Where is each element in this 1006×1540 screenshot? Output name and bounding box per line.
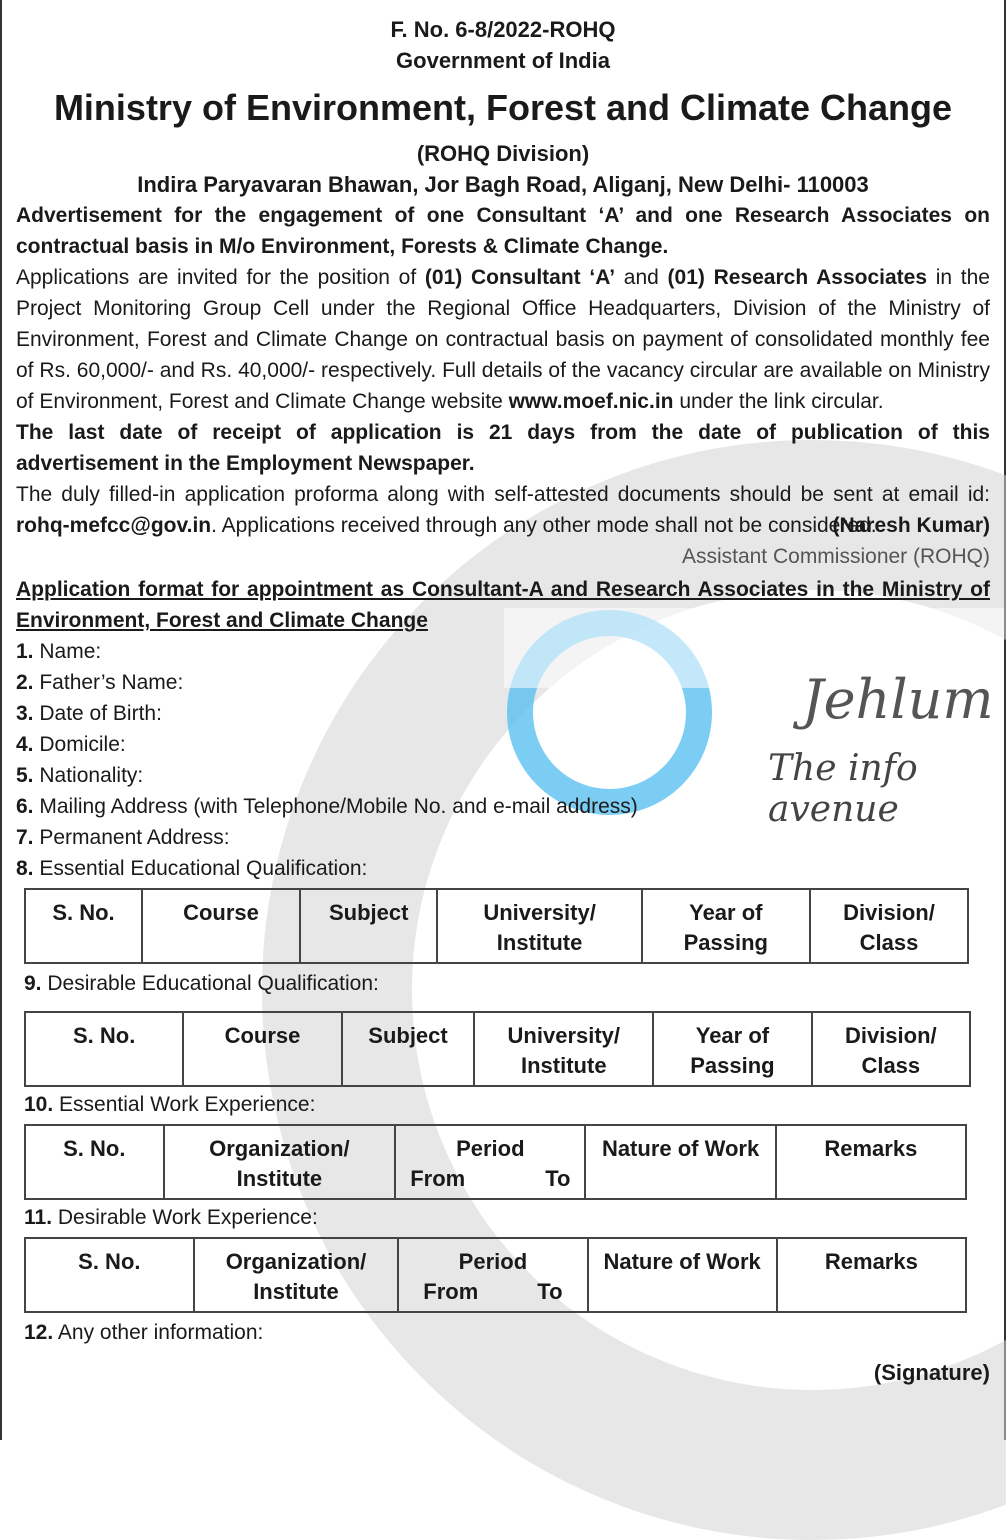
- ministry-title: Ministry of Environment, Forest and Climate Change: [53, 87, 953, 128]
- field-mailing-address: 6. Mailing Address (with Telephone/Mobile No. and e-mail address): [16, 795, 638, 818]
- field-desirable-qualification: 9. Desirable Educational Qualification:: [24, 972, 379, 995]
- essential-qualification-table: S. No. Course Subject University/ Institute Year of Passing Division/ Class: [24, 888, 969, 964]
- last-date-notice: The last date of receipt of application is 21 days from the date of publication of this advertisement in the Employment Newspaper.: [16, 421, 990, 475]
- field-other-information: 12. Any other information:: [24, 1321, 264, 1344]
- desirable-qualification-table: S. No. Course Subject University/ Institute Year of Passing Division/ Class: [24, 1011, 971, 1087]
- field-domicile: 4. Domicile:: [16, 733, 126, 756]
- field-permanent-address: 7. Permanent Address:: [16, 826, 230, 849]
- watermark-tagline: The info avenue: [768, 748, 918, 830]
- field-dob: 3. Date of Birth:: [16, 702, 162, 725]
- field-nationality: 5. Nationality:: [16, 764, 144, 787]
- advertisement-paragraph: Applications are invited for the position of (01) Consultant ‘A’ and (01) Research Associates in the Project Monitoring Group Cell under the Regional Office Headquarters, Division of the Ministry of Environment, Forest and Climate Change on contractual basis on payment of consolidated monthly fee of Rs. 60,000/- and Rs. 40,000/- respectively. Full details of the vacancy circular are available on Ministry of Environment, Forest and Climate Change website www.moef.nic.in under the link circular.: [16, 266, 990, 413]
- advertisement-heading: Advertisement for the engagement of one Consultant ‘A’ and one Research Associates on contractual basis in M/o Environment, Forests & Climate Change.: [16, 204, 990, 258]
- address-line: Indira Paryavaran Bhawan, Jor Bagh Road, Aliganj, New Delhi- 110003: [137, 172, 869, 197]
- website-link[interactable]: www.moef.nic.in: [508, 390, 674, 413]
- signature-label: (Signature): [873, 1360, 990, 1385]
- email-address[interactable]: rohq-mefcc@gov.in: [16, 514, 212, 537]
- file-number: F. No. 6-8/2022-ROHQ: [390, 17, 616, 42]
- division-line: (ROHQ Division): [416, 141, 590, 166]
- government-line: Government of India: [396, 48, 610, 73]
- desirable-experience-table: S. No. Organization/ Institute Period From To Nature of Work Remarks: [24, 1237, 967, 1313]
- application-format-title: Application format for appointment as Consultant-A and Research Associates in the Ministry of Environment, Forest and Climate Change: [16, 578, 990, 632]
- field-essential-qualification: 8. Essential Educational Qualification:: [16, 857, 368, 880]
- watermark-brand: Jehlum: [802, 668, 994, 731]
- signatory-name: (Naresh Kumar): [832, 514, 990, 537]
- submission-instructions: The duly filled-in application proforma along with self-attested documents should be sent at email id: rohq-mefcc@gov.in. Applications received through any other mode shall not be considered.: [16, 483, 990, 537]
- field-desirable-experience: 11. Desirable Work Experience:: [24, 1206, 318, 1229]
- signatory-designation: Assistant Commissioner (ROHQ): [681, 545, 990, 568]
- field-father-name: 2. Father’s Name:: [16, 671, 184, 694]
- field-name: 1. Name:: [16, 640, 102, 663]
- field-essential-experience: 10. Essential Work Experience:: [24, 1093, 316, 1116]
- essential-experience-table: S. No. Organization/ Institute Period From To Nature of Work Remarks: [24, 1124, 967, 1200]
